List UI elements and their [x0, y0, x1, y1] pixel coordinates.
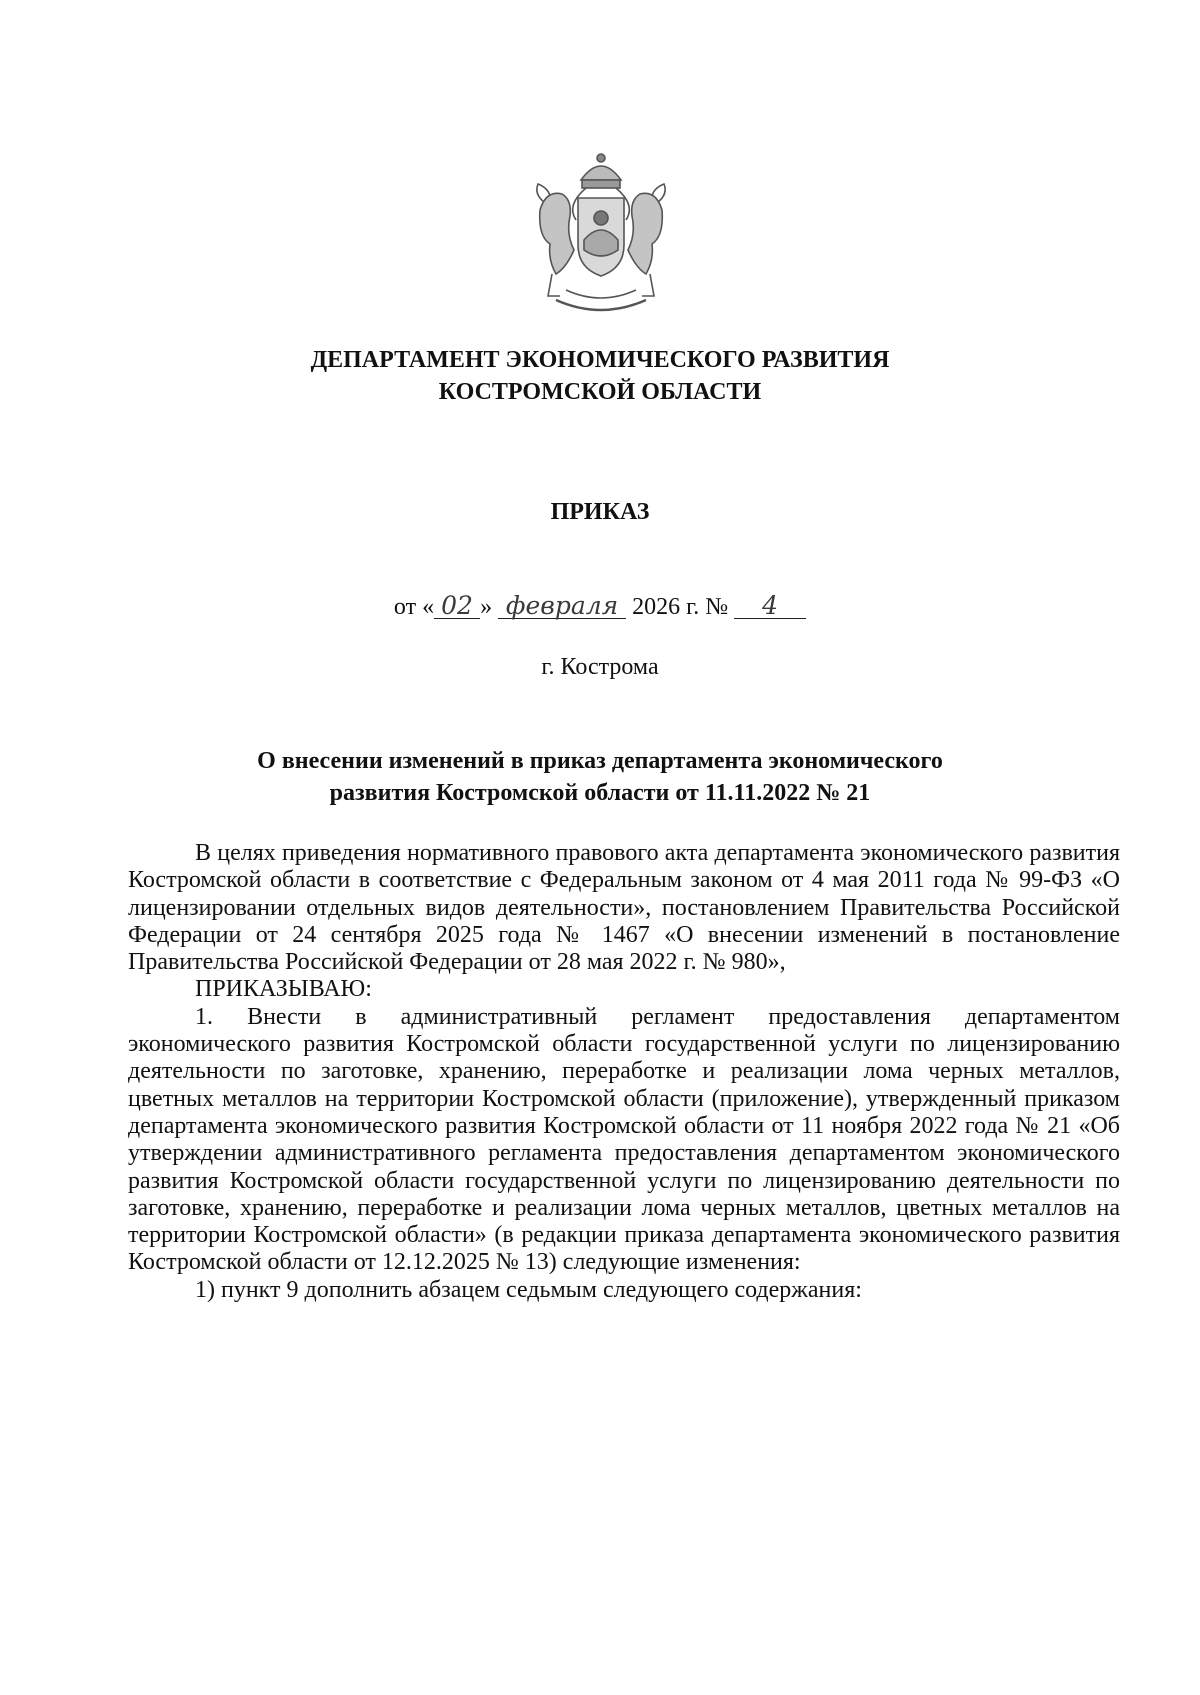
date-prefix: от « — [393, 594, 435, 620]
order-title — [190, 745, 1010, 809]
document-type: ПРИКАЗ — [550, 499, 650, 525]
order-title-line1: О внесении изменений в приказ департамента экономического — [257, 748, 943, 774]
department-name-line1: ДЕПАРТАМЕНТ ЭКОНОМИЧЕСКОГО РАЗВИТИЯ — [310, 347, 890, 373]
coat-of-arms-emblem — [526, 150, 676, 320]
order-word: ПРИКАЗЫВАЮ: — [195, 976, 372, 1003]
date-year-number-label: 2026 г. № — [632, 594, 729, 620]
department-name — [0, 344, 1200, 408]
city-name: г. Кострома — [541, 654, 659, 680]
subitem-1-paragraph: 1) пункт 9 дополнить абзацем седьмым следующего содержания: — [195, 1276, 862, 1303]
date-quote-close: » — [480, 594, 493, 620]
order-body — [128, 840, 1120, 1304]
order-title-line2: развития Костромской области от 11.11.2022 № 21 — [329, 780, 871, 806]
handwritten-month: февраля — [498, 594, 626, 619]
handwritten-day: 02 — [434, 594, 480, 619]
preamble-paragraph: В целях приведения нормативного правового акта департамента экономического развития Костромской области в соответствие с Федеральным законом от 4 мая 2011 года № 99-ФЗ «О лицензировании отдельных видов деятельности», постановлением Правительства Российской Федерации от 24 сентября 2025 года № 1467 «О внесении изменений в постановление Правительства Российской Федерации от 28 мая 2022 г. № 980», — [128, 840, 1120, 976]
handwritten-order-number: 4 — [734, 594, 806, 619]
item-1-paragraph: 1. Внести в административный регламент предоставления департаментом экономического развития Костромской области государственной услуги по лицензированию деятельности по заготовке, хранению, переработке и реализации лома черных металлов, цветных металлов на территории Костромской области (приложение), утвержденный приказом департамента экономического развития Костромской области от 11 ноября 2022 года № 21 «Об утверждении административного регламента предоставления департаментом экономического развития Костромской области государственной услуги по лицензированию деятельности по заготовке, хранению, переработке и реализации лома черных металлов, цветных металлов на территории Костромской области» (в редакции приказа департамента экономического развития Костромской области от 12.12.2025 № 13) следующие изменения: — [128, 1003, 1120, 1276]
order-date-line — [0, 590, 1200, 624]
department-name-line2: КОСТРОМСКОЙ ОБЛАСТИ — [438, 379, 762, 405]
